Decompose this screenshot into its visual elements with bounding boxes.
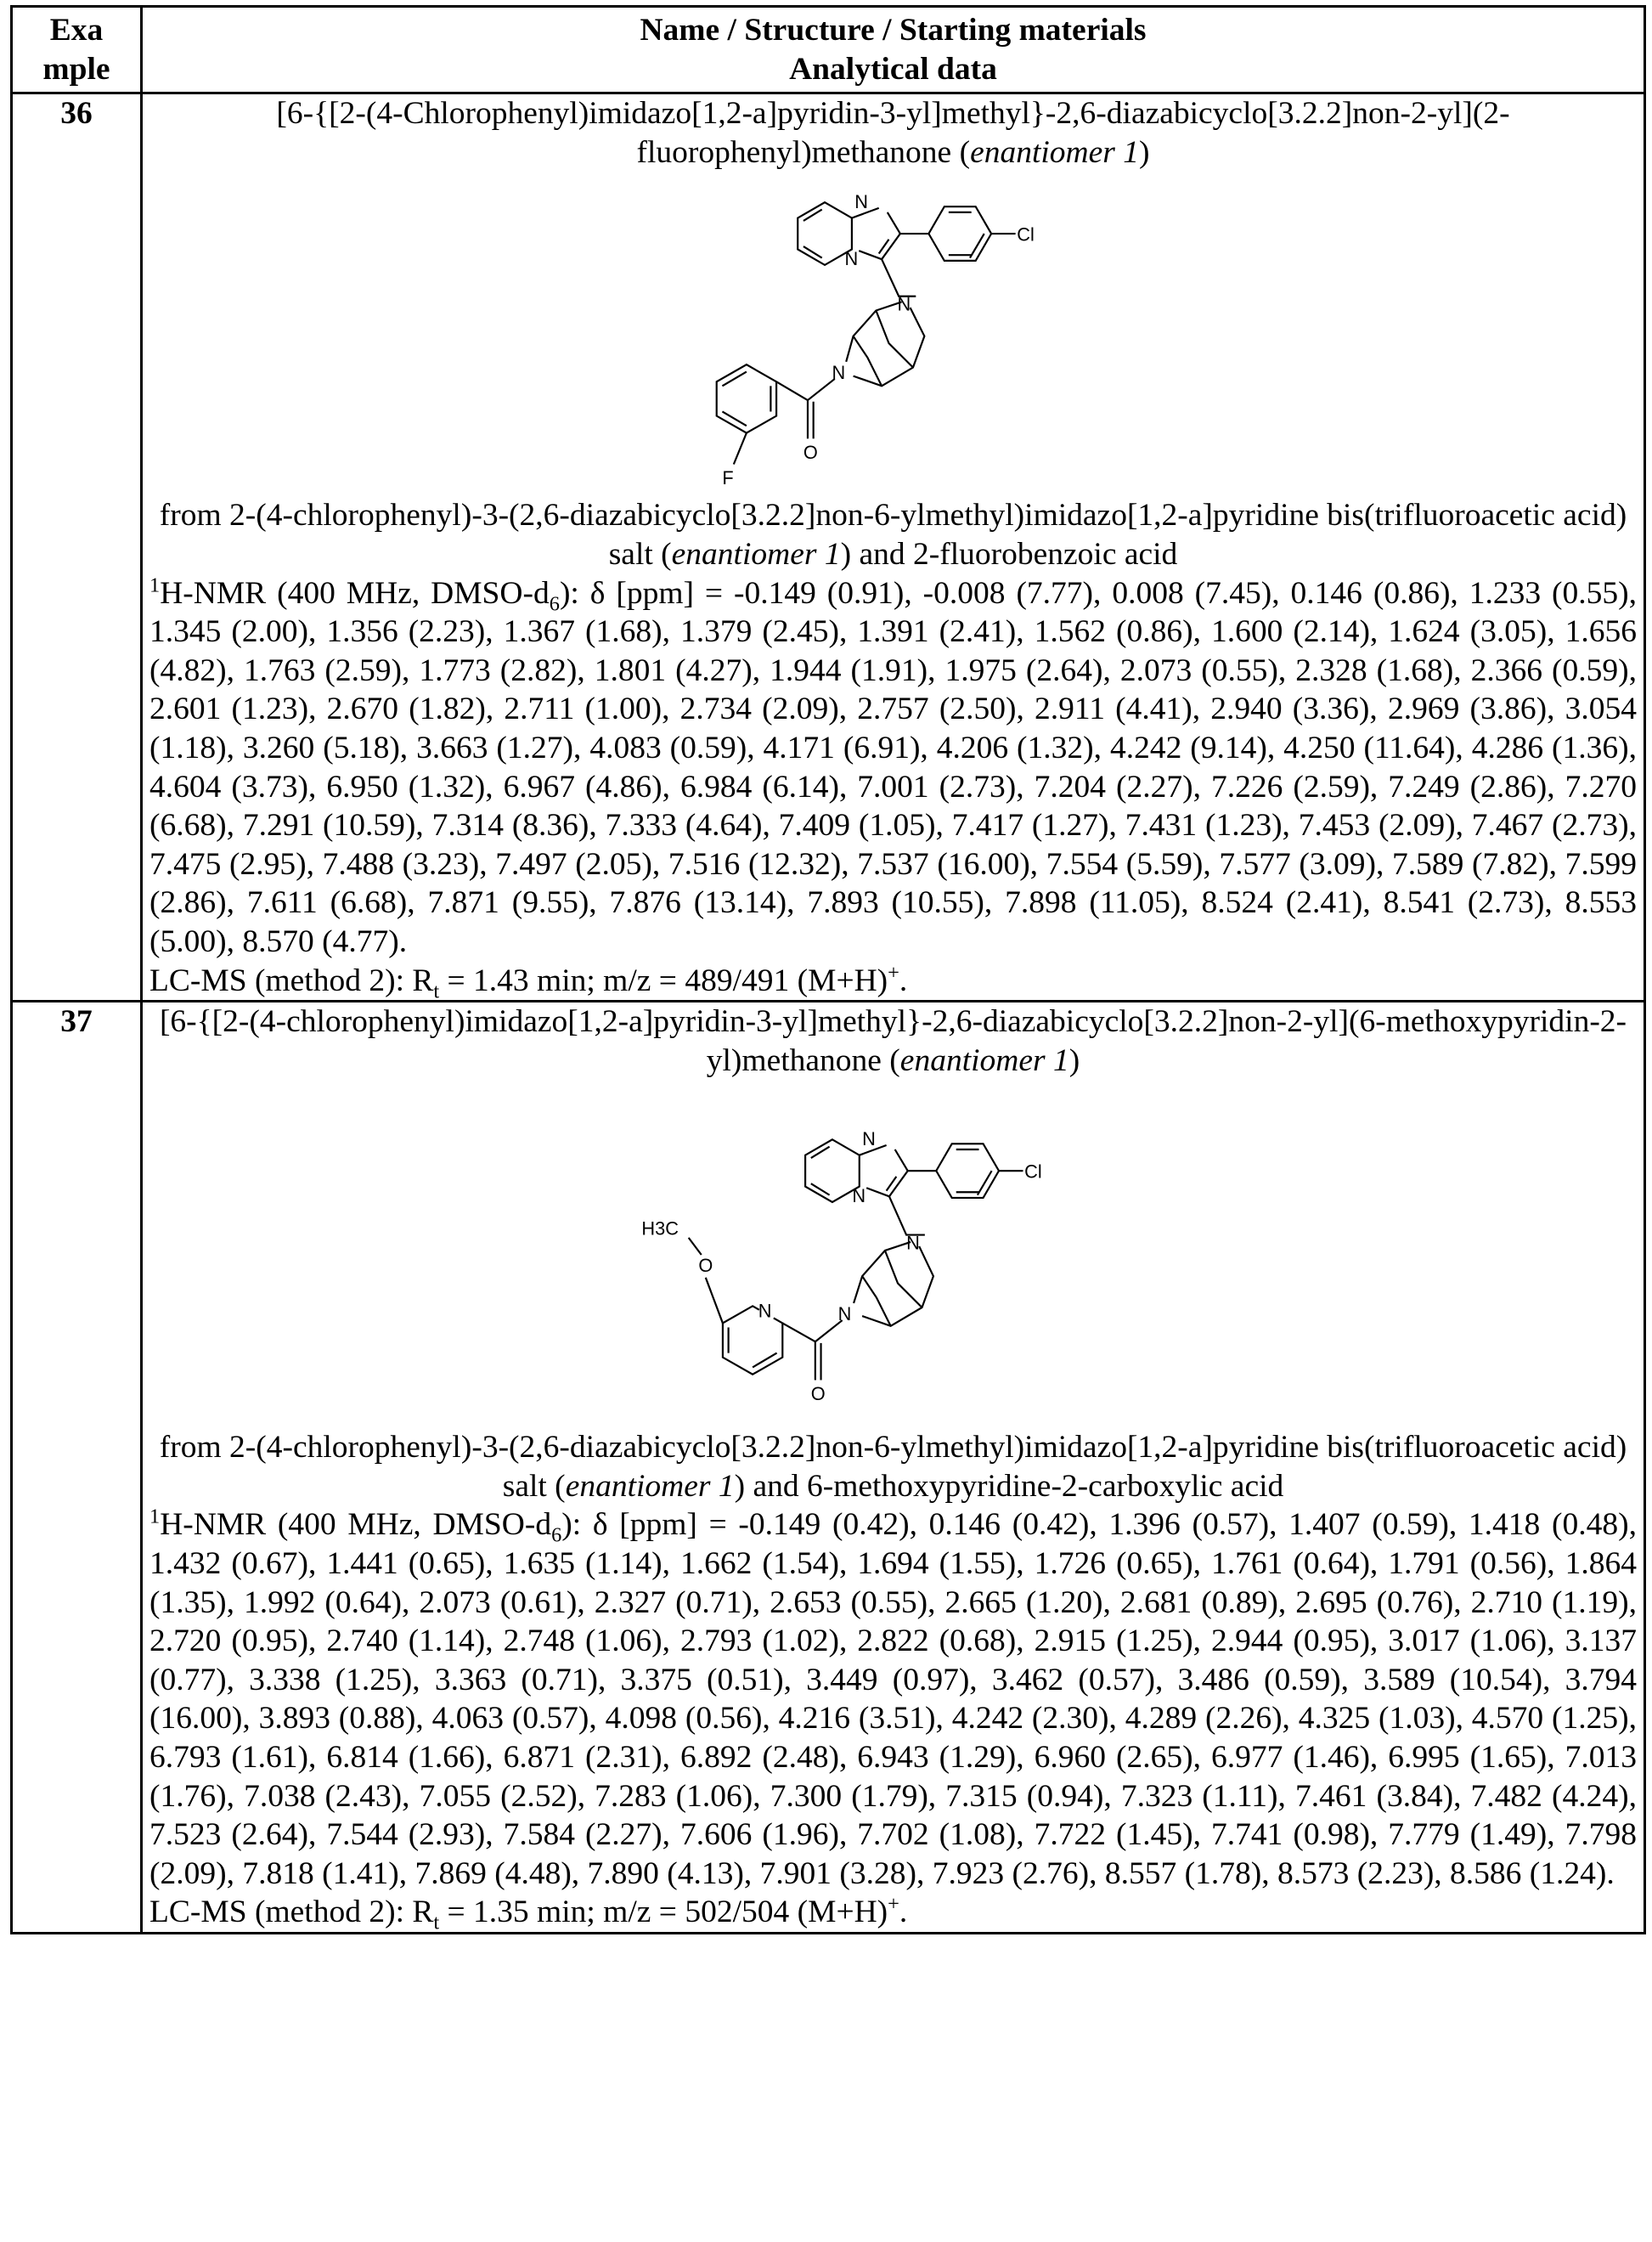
header-example-label: Exa mple bbox=[42, 13, 110, 87]
name-text-end: ) bbox=[1139, 135, 1150, 170]
compound-name bbox=[149, 94, 1637, 172]
atom-label: H3C bbox=[641, 1218, 679, 1240]
name-italic: enantiomer 1 bbox=[970, 135, 1139, 170]
nmr-sup: 1 bbox=[149, 1505, 160, 1528]
atom-label: O bbox=[810, 1383, 825, 1404]
from-text: from 2-(4-chlorophenyl)-3-(2,6-diazabicyclo[3.2.2]non-6-ylmethyl)imidazo[1,2-a]pyridine bis(trifluoroacetic acid) salt ( bbox=[160, 1430, 1627, 1504]
from-italic: enantiomer 1 bbox=[672, 537, 841, 572]
from-text: from 2-(4-chlorophenyl)-3-(2,6-diazabicyclo[3.2.2]non-6-ylmethyl)imidazo[1,2-a]pyridine bis(trifluoroacetic acid) salt ( bbox=[160, 498, 1627, 572]
example-number: 36 bbox=[20, 94, 133, 133]
examples-table bbox=[10, 5, 1646, 1934]
chemical-structure bbox=[653, 177, 1133, 493]
example-number-cell bbox=[12, 1002, 142, 1934]
lcms-sub: t bbox=[433, 980, 439, 1002]
nmr-values: ): δ [ppm] = -0.149 (0.91), -0.008 (7.77), 0.008 (7.45), 0.146 (0.86), 1.233 (0.55), 1.345 (2.00), 1.356 (2.23), 1.367 (1.68), 1.379 (2.45), 1.391 (2.41), 1.562 (0.86), 1.600 (2.14), 1.624 (3.05), 1.656 (4.82), 1.763 (2.59), 1.773 (2.82), 1.801 (4.27), 1.944 (1.91), 1.975 (2.64), 2.073 (0.55), 2.328 (1.68), 2.366 (0.59), 2.601 (1.23), 2.670 (1.82), 2.711 (1.00), 2.734 (2.09), 2.757 (2.50), 2.911 (4.41), 2.940 (3.36), 2.969 (3.86), 3.054 (1.18), 3.260 (5.18), 3.663 (1.27), 4.083 (0.59), 4.171 (6.91), 4.206 (1.32), 4.242 (9.14), 4.250 (11.64), 4.286 (1.36), 4.604 (3.73), 6.950 (1.32), 6.967 (4.86), 6.984 (6.14), 7.001 (2.73), 7.204 (2.27), 7.226 (2.59), 7.249 (2.86), 7.270 (6.68), 7.291 (10.59), 7.314 (8.36), 7.333 (4.64), 7.409 (1.05), 7.417 (1.27), 7.431 (1.23), 7.453 (2.09), 7.467 (2.73), 7.475 (2.95), 7.488 (3.23), 7.497 (2.05), 7.516 (12.32), 7.537 (16.00), 7.554 (5.59), 7.577 (3.09), 7.589 (7.82), 7.599 (2.86), 7.611 (6.68), 7.871 (9.55), 7.876 (13.14), 7.893 (10.55), 7.898 (11.05), 8.524 (2.41), 8.541 (2.73), 8.553 (5.00), 8.570 (4.77). bbox=[149, 576, 1637, 959]
name-italic: enantiomer 1 bbox=[900, 1043, 1069, 1078]
name-text: [6-{[2-(4-chlorophenyl)imidazo[1,2-a]pyridin-3-yl]methyl}-2,6-diazabicyclo[3.2.2]non-2-yl](6-methoxypyridin-2-yl)methanone ( bbox=[160, 1004, 1627, 1078]
chemical-structure bbox=[630, 1085, 1157, 1425]
atom-label: N bbox=[837, 1303, 851, 1324]
nmr-sub: 6 bbox=[550, 592, 560, 615]
lcms-sup: + bbox=[888, 961, 899, 984]
compound-name bbox=[149, 1002, 1637, 1080]
nmr-data bbox=[149, 574, 1637, 962]
atom-label: N bbox=[832, 362, 845, 383]
atom-label: N bbox=[854, 191, 868, 212]
header-line-1: Name / Structure / Starting materials bbox=[149, 11, 1637, 50]
example-number: 37 bbox=[20, 1002, 133, 1042]
lcms-mid: = 1.43 min; m/z = 489/491 (M+H) bbox=[439, 963, 888, 998]
header-example bbox=[12, 7, 142, 93]
lcms-data bbox=[149, 1893, 1637, 1932]
atom-label: N bbox=[758, 1301, 771, 1322]
nmr-data bbox=[149, 1505, 1637, 1893]
from-text-end: ) and 6-methoxypyridine-2-carboxylic acid bbox=[735, 1469, 1284, 1504]
nmr-sub: 6 bbox=[551, 1524, 561, 1547]
nmr-sup: 1 bbox=[149, 573, 160, 596]
header-row bbox=[12, 7, 1645, 93]
atom-label: N bbox=[845, 248, 859, 269]
lcms-post: . bbox=[899, 1895, 907, 1929]
example-row bbox=[12, 93, 1645, 1002]
lcms-pre: LC-MS (method 2): R bbox=[149, 1895, 433, 1929]
lcms-data bbox=[149, 962, 1637, 1001]
nmr-prefix: H-NMR (400 MHz, DMSO-d bbox=[160, 1507, 551, 1542]
example-content-cell bbox=[142, 1002, 1645, 1934]
example-content-cell bbox=[142, 93, 1645, 1002]
atom-label: N bbox=[862, 1128, 876, 1149]
atom-label: Cl bbox=[1024, 1161, 1042, 1183]
lcms-sub: t bbox=[433, 1912, 439, 1934]
example-row bbox=[12, 1002, 1645, 1934]
name-text-end: ) bbox=[1069, 1043, 1080, 1078]
lcms-post: . bbox=[899, 963, 907, 998]
starting-materials bbox=[149, 1428, 1637, 1505]
atom-label: Cl bbox=[1017, 224, 1035, 246]
example-number-cell bbox=[12, 93, 142, 1002]
atom-label: F bbox=[722, 467, 733, 488]
name-text: [6-{[2-(4-Chlorophenyl)imidazo[1,2-a]pyridin-3-yl]methyl}-2,6-diazabicyclo[3.2.2]non-2-yl](2-fluorophenyl)methanone ( bbox=[276, 96, 1509, 170]
header-line-2: Analytical data bbox=[149, 50, 1637, 89]
starting-materials bbox=[149, 496, 1637, 573]
atom-label: O bbox=[803, 442, 818, 463]
atom-label: N bbox=[906, 1233, 920, 1254]
lcms-mid: = 1.35 min; m/z = 502/504 (M+H) bbox=[439, 1895, 888, 1929]
nmr-values: ): δ [ppm] = -0.149 (0.42), 0.146 (0.42), 1.396 (0.57), 1.407 (0.59), 1.418 (0.48), 1.432 (0.67), 1.441 (0.65), 1.635 (1.14), 1.662 (1.54), 1.694 (1.55), 1.726 (0.65), 1.761 (0.64), 1.791 (0.56), 1.864 (1.35), 1.992 (0.64), 2.073 (0.61), 2.327 (0.71), 2.653 (0.55), 2.665 (1.20), 2.681 (0.89), 2.695 (0.76), 2.710 (1.19), 2.720 (0.95), 2.740 (1.14), 2.748 (1.06), 2.793 (1.02), 2.822 (0.68), 2.915 (1.25), 2.944 (0.95), 3.017 (1.06), 3.137 (0.77), 3.338 (1.25), 3.363 (0.71), 3.375 (0.51), 3.449 (0.97), 3.462 (0.57), 3.486 (0.59), 3.589 (10.54), 3.794 (16.00), 3.893 (0.88), 4.063 (0.57), 4.098 (0.56), 4.216 (3.51), 4.242 (2.30), 4.289 (2.26), 4.325 (1.03), 4.570 (1.25), 6.793 (1.61), 6.814 (1.66), 6.871 (2.31), 6.892 (2.48), 6.943 (1.29), 6.960 (2.65), 6.977 (1.46), 6.995 (1.65), 7.013 (1.76), 7.038 (2.43), 7.055 (2.52), 7.283 (1.06), 7.300 (1.79), 7.315 (0.94), 7.323 (1.11), 7.461 (3.84), 7.482 (4.24), 7.523 (2.64), 7.544 (2.93), 7.584 (2.27), 7.606 (1.96), 7.702 (1.08), 7.722 (1.45), 7.741 (0.98), 7.779 (1.49), 7.798 (2.09), 7.818 (1.41), 7.869 (4.48), 7.890 (4.13), 7.901 (3.28), 7.923 (2.76), 8.557 (1.78), 8.573 (2.23), 8.586 (1.24). bbox=[149, 1507, 1637, 1890]
from-italic: enantiomer 1 bbox=[566, 1469, 735, 1504]
atom-label: O bbox=[698, 1255, 713, 1276]
from-text-end: ) and 2-fluorobenzoic acid bbox=[841, 537, 1178, 572]
atom-label: N bbox=[898, 294, 911, 315]
lcms-sup: + bbox=[888, 1893, 899, 1916]
atom-label: N bbox=[852, 1185, 865, 1206]
nmr-prefix: H-NMR (400 MHz, DMSO-d bbox=[160, 576, 550, 611]
lcms-pre: LC-MS (method 2): R bbox=[149, 963, 433, 998]
header-name-structure bbox=[142, 7, 1645, 93]
